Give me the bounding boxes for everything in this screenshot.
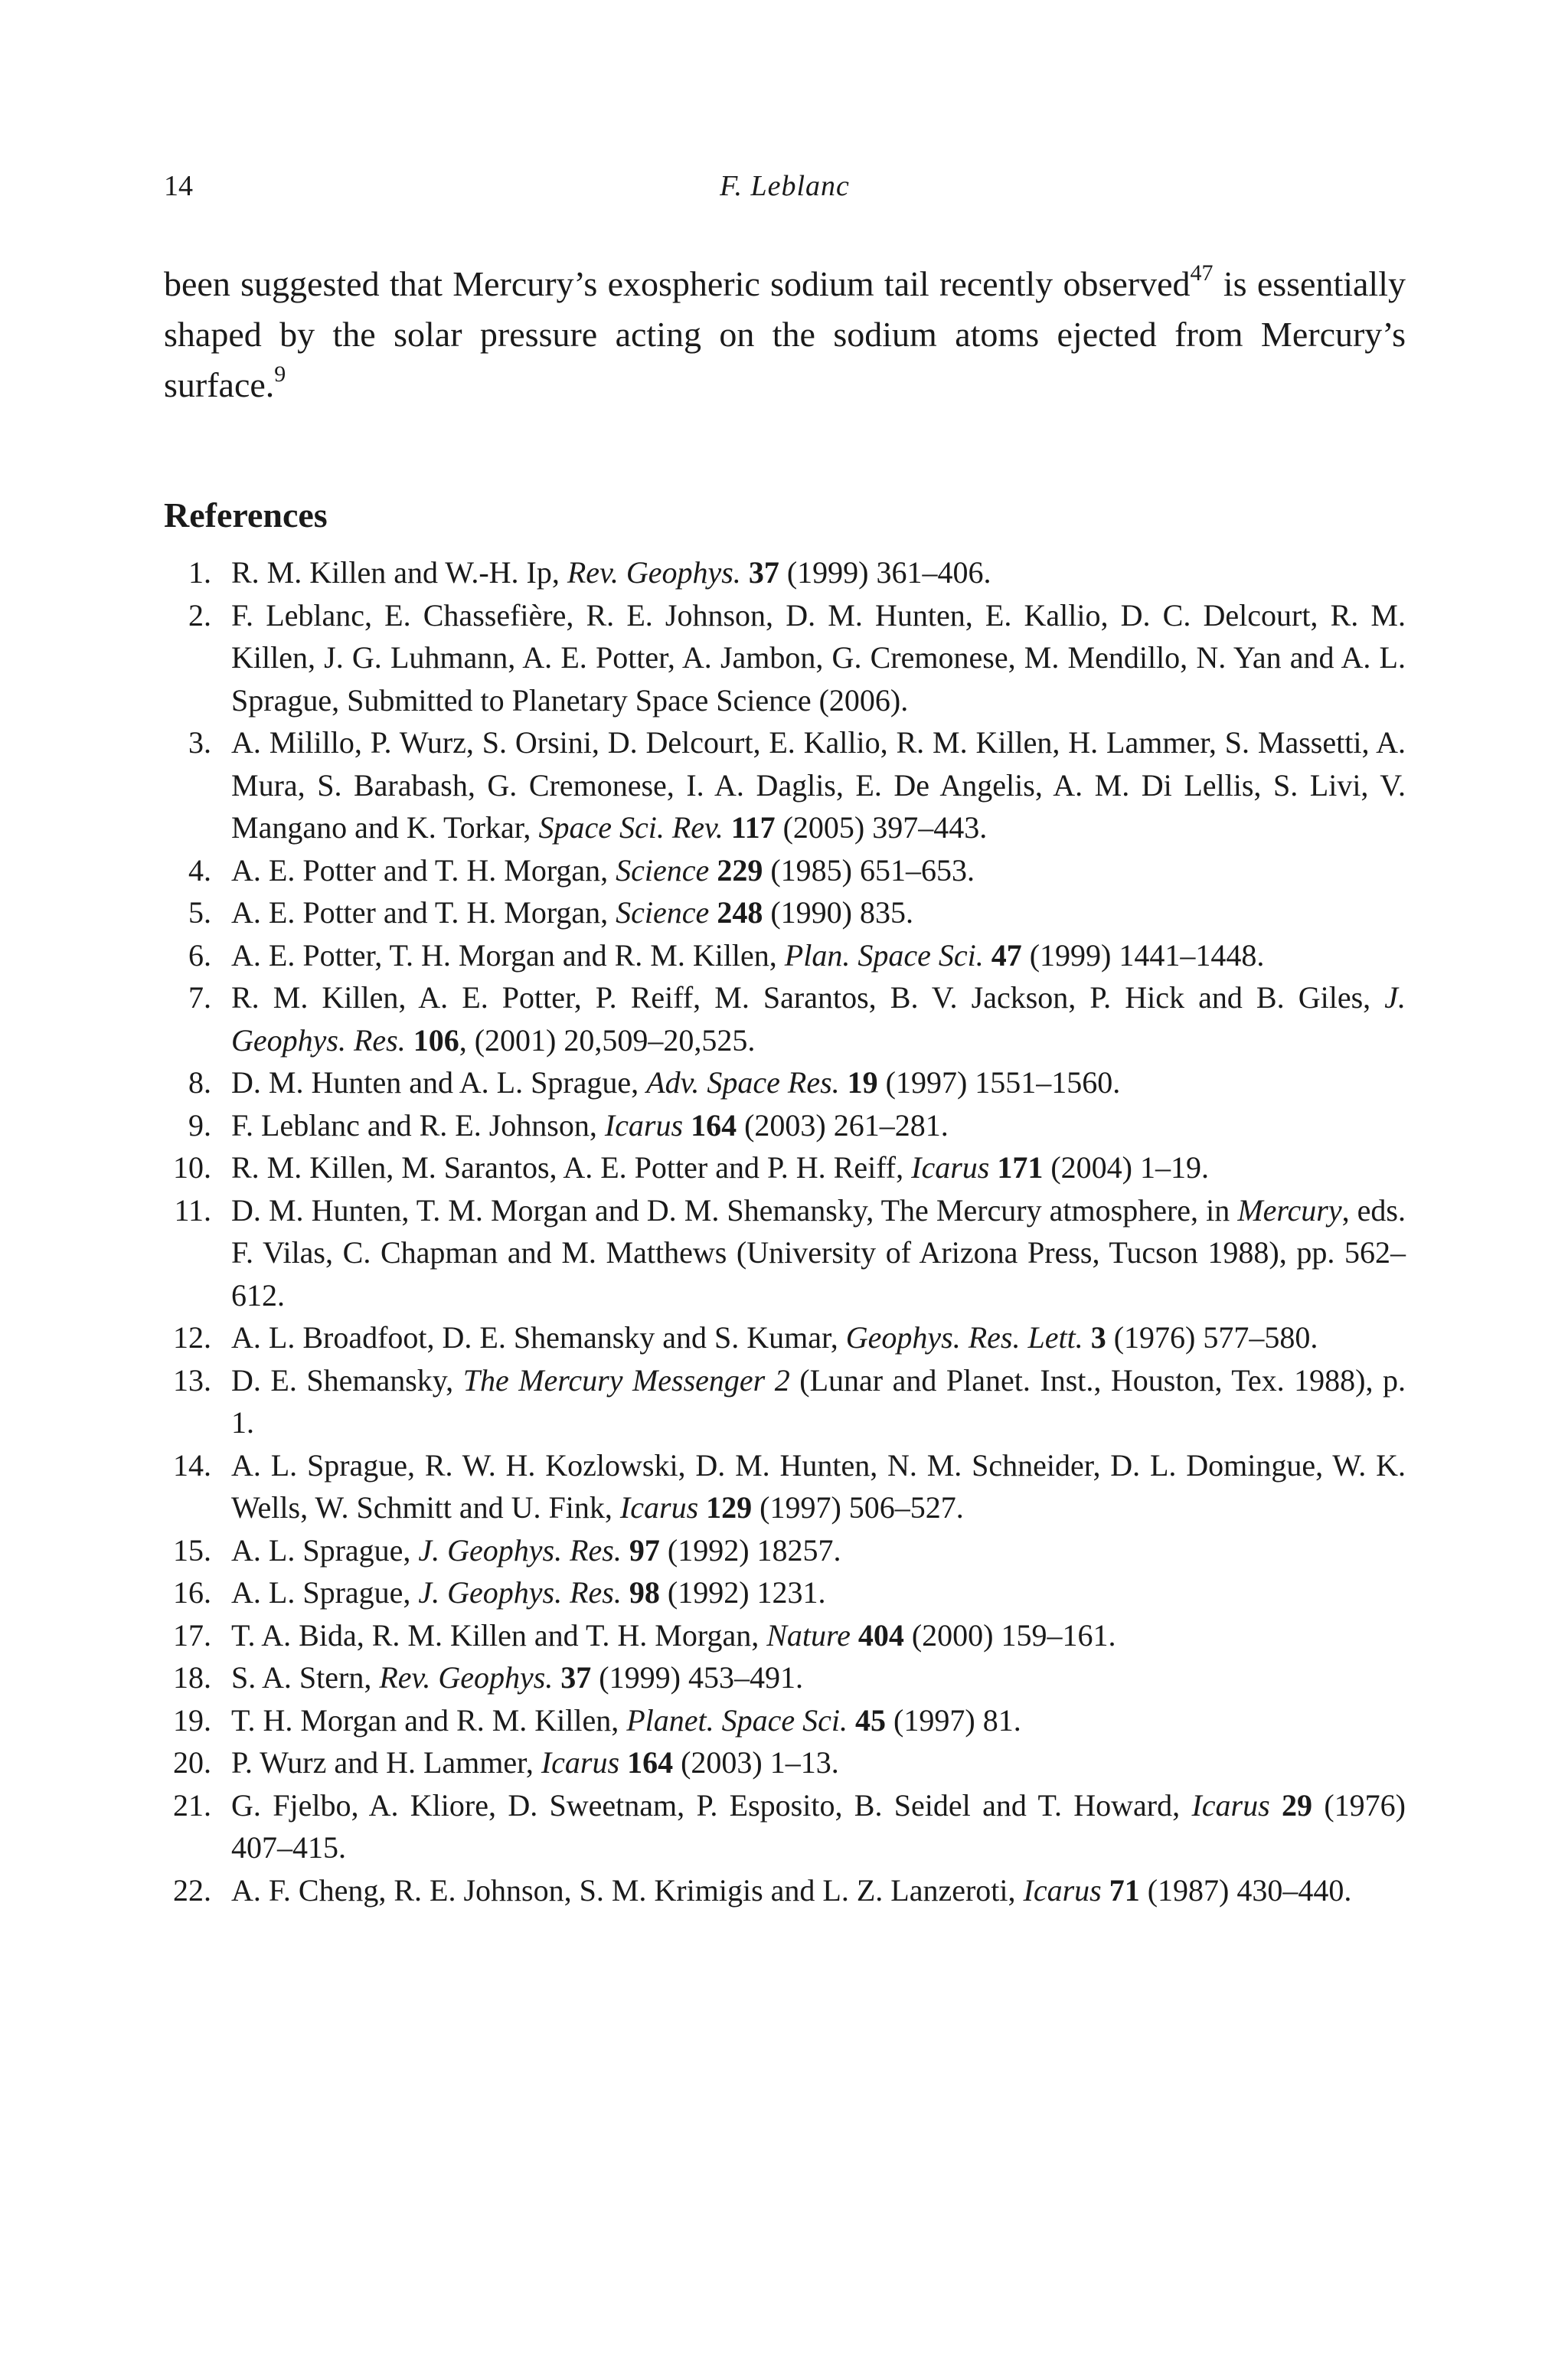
paragraph-text-part: been suggested that Mercury’s exospheric sodium tail recently observed: [164, 264, 1191, 303]
reference-text: [231, 1660, 803, 1695]
reference-text-part: [709, 853, 717, 888]
reference-text-part: (1997) 81.: [886, 1702, 1021, 1738]
reference-number: 20.: [173, 1745, 211, 1780]
reference-text: [231, 1788, 1406, 1865]
reference-item: [164, 1571, 1406, 1614]
reference-text-part: T. A. Bida, R. M. Killen and T. H. Morgan,: [231, 1617, 767, 1653]
reference-number: 14.: [173, 1447, 211, 1483]
reference-text-part: [851, 1618, 858, 1653]
reference-volume: 164: [691, 1107, 737, 1143]
reference-text-part: (1976) 577–580.: [1106, 1320, 1318, 1355]
reference-volume: 97: [629, 1532, 660, 1568]
reference-number: 13.: [173, 1362, 211, 1398]
reference-volume: 117: [730, 810, 776, 845]
reference-text-part: , eds. F. Vilas, C. Chapman and M. Matthews (University of Arizona Press, Tucson 1988), pp. 562–612.: [231, 1192, 1406, 1313]
reference-number: 5.: [188, 895, 211, 930]
reference-volume: 29: [1282, 1787, 1313, 1823]
reference-number: 12.: [173, 1320, 211, 1355]
reference-journal: Nature: [766, 1617, 851, 1653]
reference-text-part: A. E. Potter and T. H. Morgan,: [231, 852, 616, 888]
reference-item: [164, 1869, 1406, 1912]
reference-volume: 248: [717, 895, 763, 930]
reference-journal: Icarus: [619, 1490, 699, 1525]
reference-text-part: (1987) 430–440.: [1139, 1872, 1352, 1908]
reference-number: 22.: [173, 1872, 211, 1908]
reference-item: [164, 1656, 1406, 1699]
reference-item: [164, 721, 1406, 849]
reference-text: [231, 1193, 1406, 1313]
reference-journal: Science: [616, 852, 710, 888]
reference-text-part: (2000) 159–161.: [903, 1617, 1116, 1653]
reference-text: [231, 1363, 1406, 1440]
reference-number: 17.: [173, 1617, 211, 1653]
reference-number: 21.: [173, 1787, 211, 1823]
reference-text: [231, 980, 1406, 1058]
reference-text: [231, 895, 913, 930]
reference-journal: Rev. Geophys.: [567, 555, 741, 590]
reference-journal: J. Geophys. Res.: [231, 980, 1406, 1058]
reference-text: [231, 1745, 839, 1780]
reference-number: 11.: [174, 1192, 211, 1228]
reference-text-part: G. Fjelbo, A. Kliore, D. Sweetnam, P. Esposito, B. Seidel and T. Howard,: [231, 1787, 1192, 1823]
reference-text-part: [848, 1703, 855, 1738]
reference-text: [231, 1618, 1116, 1653]
reference-text-part: [1102, 1873, 1109, 1908]
reference-item: [164, 1146, 1406, 1189]
reference-number: 7.: [188, 980, 211, 1015]
reference-text-part: (1992) 1231.: [659, 1575, 826, 1610]
reference-volume: 3: [1090, 1320, 1106, 1355]
reference-text-part: A. L. Sprague,: [231, 1575, 419, 1610]
reference-text-part: R. M. Killen, A. E. Potter, P. Reiff, M. Sarantos, B. V. Jackson, P. Hick and B. Giles,: [231, 980, 1385, 1015]
reference-number: 8.: [188, 1065, 211, 1100]
reference-number: 3.: [188, 725, 211, 760]
reference-text-part: D. M. Hunten, T. M. Morgan and D. M. Shemansky, The Mercury atmosphere, in: [231, 1192, 1238, 1228]
reference-text: [231, 1703, 1021, 1738]
reference-volume: 129: [706, 1490, 753, 1525]
reference-journal: Icarus: [1191, 1787, 1270, 1823]
reference-text-part: R. M. Killen and W.-H. Ip,: [231, 555, 567, 590]
reference-item: [164, 594, 1406, 722]
running-head: [164, 167, 1406, 205]
reference-text-part: S. A. Stern,: [231, 1660, 380, 1695]
reference-text-part: (1999) 1441–1448.: [1021, 937, 1265, 973]
reference-text-part: [683, 1108, 691, 1143]
paragraph-text-part: is essentially shaped by the solar pressure acting on the sodium atoms ejected from Mercury’s surface.: [164, 264, 1406, 404]
reference-text-part: R. M. Killen, M. Sarantos, A. E. Potter and P. H. Reiff,: [231, 1150, 912, 1185]
reference-text-part: A. L. Sprague,: [231, 1532, 419, 1568]
reference-text: [231, 1873, 1351, 1908]
reference-journal: Icarus: [911, 1150, 990, 1185]
reference-text-part: , (2001) 20,509–20,525.: [459, 1022, 756, 1058]
reference-item: [164, 551, 1406, 594]
reference-text-part: [406, 1023, 413, 1058]
reference-item: [164, 934, 1406, 977]
reference-text-part: A. E. Potter and T. H. Morgan,: [231, 895, 616, 930]
reference-number: 9.: [188, 1107, 211, 1143]
reference-text-part: F. Leblanc, E. Chassefière, R. E. Johnson, D. M. Hunten, E. Kallio, D. C. Delcourt, R. M. Killen, J. G. Luhmann, A. E. Potter, A. Jambon, G. Cremonese, M. Mendillo, N. Yan and A. L. Sprague, Submitted to Planetary Space Science (2006).: [231, 597, 1406, 718]
citation-superscript: 9: [274, 361, 286, 387]
reference-journal: Space Sci. Rev.: [538, 810, 724, 845]
reference-number: 4.: [188, 852, 211, 888]
reference-volume: 37: [748, 555, 779, 590]
reference-item: [164, 1316, 1406, 1359]
reference-text-part: (1985) 651–653.: [763, 852, 975, 888]
reference-text-part: (1997) 506–527.: [752, 1490, 964, 1525]
reference-text-part: T. H. Morgan and R. M. Killen,: [231, 1702, 627, 1738]
reference-text: [231, 1150, 1209, 1185]
reference-text-part: F. Leblanc and R. E. Johnson,: [231, 1107, 605, 1143]
reference-item: [164, 1359, 1406, 1444]
citation-superscript: 47: [1190, 260, 1214, 286]
reference-number: 6.: [188, 937, 211, 973]
reference-journal: Plan. Space Sci.: [784, 937, 984, 973]
reference-text-part: A. L. Broadfoot, D. E. Shemansky and S. Kumar,: [231, 1320, 846, 1355]
reference-text-part: (2005) 397–443.: [775, 810, 988, 845]
reference-text-part: (1976) 407–415.: [231, 1787, 1406, 1865]
reference-text: [231, 938, 1264, 973]
reference-text-part: [984, 938, 991, 973]
references-heading: References: [164, 495, 328, 535]
reference-item: [164, 1061, 1406, 1104]
reference-text-part: A. Milillo, P. Wurz, S. Orsini, D. Delcourt, E. Kallio, R. M. Killen, H. Lammer, S. Massetti, A. Mura, S. Barabash, G. Cremonese, I. A. Daglis, E. De Angelis, A. M. Di Lellis, S. Livi, V. Mangano and K. Torkar,: [231, 725, 1406, 845]
reference-item: [164, 849, 1406, 892]
reference-text: [231, 1320, 1318, 1355]
reference-text: [231, 1575, 826, 1610]
reference-text-part: (Lunar and Planet. Inst., Houston, Tex. 1988), p. 1.: [231, 1362, 1406, 1440]
reference-journal: Icarus: [604, 1107, 684, 1143]
reference-text-part: (1997) 1551–1560.: [877, 1065, 1121, 1100]
reference-journal: Planet. Space Sci.: [626, 1702, 848, 1738]
reference-volume: 19: [847, 1065, 878, 1100]
reference-text-part: [840, 1065, 848, 1100]
reference-text-part: (1999) 361–406.: [779, 555, 991, 590]
reference-journal: Adv. Space Res.: [646, 1065, 840, 1100]
reference-journal: Science: [616, 895, 710, 930]
reference-text-part: [698, 1490, 706, 1525]
reference-number: 2.: [188, 597, 211, 633]
reference-text: [231, 1533, 841, 1568]
reference-item: [164, 1741, 1406, 1784]
reference-text-part: D. M. Hunten and A. L. Sprague,: [231, 1065, 647, 1100]
reference-text: [231, 853, 975, 888]
reference-volume: 164: [627, 1745, 674, 1780]
reference-volume: 37: [560, 1660, 592, 1695]
reference-number: 18.: [173, 1660, 211, 1695]
reference-text-part: (2004) 1–19.: [1043, 1150, 1209, 1185]
reference-volume: 47: [991, 937, 1022, 973]
reference-number: 16.: [173, 1575, 211, 1610]
reference-number: 10.: [173, 1150, 211, 1185]
reference-text-part: A. F. Cheng, R. E. Johnson, S. M. Krimigis and L. Z. Lanzeroti,: [231, 1872, 1024, 1908]
reference-journal: The Mercury Messenger 2: [462, 1362, 790, 1398]
reference-text-part: [724, 810, 731, 845]
reference-text-part: (1990) 835.: [763, 895, 913, 930]
reference-text: [231, 1065, 1120, 1100]
reference-text-part: [619, 1745, 627, 1780]
reference-text: [231, 1108, 949, 1143]
reference-journal: J. Geophys. Res.: [418, 1575, 622, 1610]
reference-item: [164, 1104, 1406, 1147]
reference-volume: 229: [717, 852, 763, 888]
reference-text-part: [741, 555, 749, 590]
running-head-author: F. Leblanc: [720, 170, 850, 202]
reference-journal: Geophys. Res. Lett.: [845, 1320, 1083, 1355]
reference-text-part: [1083, 1320, 1091, 1355]
reference-number: 1.: [188, 555, 211, 590]
reference-text-part: A. E. Potter, T. H. Morgan and R. M. Killen,: [231, 937, 785, 973]
reference-item: [164, 891, 1406, 934]
reference-volume: 171: [997, 1150, 1044, 1185]
reference-item: [164, 1444, 1406, 1529]
reference-text-part: P. Wurz and H. Lammer,: [231, 1745, 541, 1780]
reference-journal: J. Geophys. Res.: [418, 1532, 622, 1568]
reference-number: 19.: [173, 1702, 211, 1738]
body-paragraph: [164, 259, 1406, 410]
reference-volume: 45: [855, 1702, 887, 1738]
reference-volume: 106: [413, 1022, 459, 1058]
page-number: 14: [164, 170, 193, 202]
reference-number: 15.: [173, 1532, 211, 1568]
reference-journal: Mercury: [1237, 1192, 1342, 1228]
reference-text: [231, 598, 1406, 718]
reference-text-part: (1992) 18257.: [659, 1532, 841, 1568]
reference-text-part: (1999) 453–491.: [591, 1660, 803, 1695]
reference-text-part: [622, 1533, 629, 1568]
reference-text: [231, 725, 1406, 845]
reference-volume: 98: [629, 1575, 660, 1610]
reference-text: [231, 1448, 1406, 1525]
reference-text-part: [989, 1150, 997, 1185]
reference-journal: Rev. Geophys.: [379, 1660, 554, 1695]
reference-volume: 71: [1109, 1872, 1140, 1908]
paragraph-text: [164, 259, 1406, 410]
reference-item: [164, 1189, 1406, 1317]
reference-item: [164, 1614, 1406, 1657]
reference-journal: Icarus: [541, 1745, 620, 1780]
reference-item: [164, 976, 1406, 1061]
reference-text-part: (2003) 261–281.: [737, 1107, 949, 1143]
reference-list: [164, 551, 1406, 1911]
reference-text-part: [622, 1575, 629, 1610]
reference-item: [164, 1699, 1406, 1742]
reference-text-part: D. E. Shemansky,: [231, 1362, 463, 1398]
reference-volume: 404: [858, 1617, 904, 1653]
reference-text-part: A. L. Sprague, R. W. H. Kozlowski, D. M. Hunten, N. M. Schneider, D. L. Domingue, W. K. Wells, W. Schmitt and U. Fink,: [231, 1447, 1406, 1525]
reference-text-part: [553, 1660, 560, 1695]
reference-item: [164, 1529, 1406, 1572]
reference-journal: Icarus: [1023, 1872, 1102, 1908]
reference-text-part: (2003) 1–13.: [673, 1745, 839, 1780]
reference-text-part: [1270, 1788, 1282, 1823]
reference-text-part: [709, 895, 717, 930]
reference-item: [164, 1784, 1406, 1869]
reference-text: [231, 555, 991, 590]
